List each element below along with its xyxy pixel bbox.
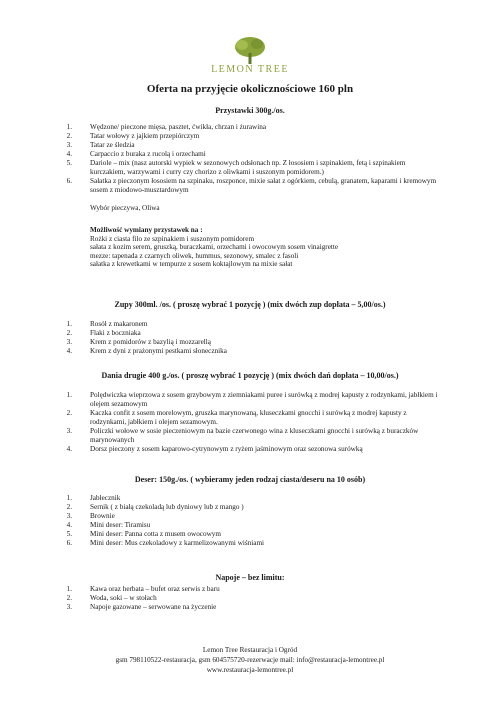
list-item: 4. Carpaccio z buraka z rucolą i orzechami [66, 150, 206, 158]
logo [0, 36, 500, 75]
desserts-heading: Deser: 150g./os. ( wybieramy jeden rodzaj ciasta/deseru na 10 osób) [134, 475, 366, 484]
footer [0, 645, 500, 675]
list-item: 5. Mini deser: Panna cotta z musem owocowym [66, 530, 221, 538]
list-item: 1. Kawa oraz herbata – bufet oraz serwis z baru [66, 585, 220, 593]
list-item: 6. Sałatka z pieczonym łososiem na szpinaku, roszponce, mixie sałat z ogórkiem, cebulą, granatem, kaparami i kremowym sosem z miodowo-musztardowym [66, 177, 437, 194]
swap-heading: Możliwość wymiany przystawek na : [90, 226, 203, 234]
list-item: 4. Dorsz pieczony z sosem kaparowo-cytrynowym z ryżem jaśminowym oraz sezonowa surówką [66, 445, 363, 453]
list-item: 3. Policzki wołowe w sosie pieczeniowym na bazie czerwonego wina z kluseczkami gnocchi i surówką z buraczków marynowanych [66, 427, 419, 444]
desserts-list [60, 494, 440, 548]
mains-heading: Dania drugie 400 g./os. ( proszę wybrać 1 pozycję ) (mix dwóch dań dopłata – 10,00/os.) [101, 371, 399, 380]
list-item: 6. Mini deser: Mus czekoladowy z karmelizowanymi wiśniami [66, 539, 265, 547]
list-item: 1. Rosół z makaronem [66, 320, 148, 328]
list-item: 4. Mini deser: Tiramisu [66, 521, 151, 529]
bread-line: Wybór pieczywa, Oliwa [90, 204, 160, 212]
list-item: 2. Flaki z boczniaka [66, 329, 141, 337]
footer-name: Lemon Tree Restauracja i Ogród [202, 646, 298, 654]
logo-text: LEMON TREE [211, 64, 289, 75]
list-item: 1. Polędwiczka wieprzowa z sosem grzybowym z ziemniakami puree i surówką z modrej kapusty z rodzynkami, jabłkiem i olejem sezamowym [66, 391, 438, 408]
footer-contacts: gsm 798110522-restauracja, gsm 604575720-rezerwacje mail: info@restauracja-lemontree.pl [115, 656, 385, 664]
footer-website: www.restauracja-lemontree.pl [206, 666, 294, 674]
drinks-list [60, 585, 440, 612]
mains-list [60, 391, 440, 454]
swap-section [90, 226, 450, 269]
list-item: 2. Tatar wołowy z jajkiem przepiórczym [66, 132, 200, 140]
page-title: Oferta na przyjęcie okolicznościowe 160 pln [146, 83, 354, 95]
soups-list [60, 320, 440, 356]
soups-heading: Zupy 300ml. /os. ( proszę wybrać 1 pozycję ) (mix dwóch zup dopłata – 5,00/os.) [114, 300, 386, 309]
list-item: 3. Napoje gazowane – serwowane na życzenie [66, 603, 217, 611]
list-item: 5. Dariole – mix (nasz autorski wypiek w sezonowych odsłonach np. Z łososiem i szpinakiem, fetą i szpinakiem kurczakiem, warzywami i curry czy chorizo z oliwkami i suszonym pomidorem.) [66, 159, 406, 176]
list-item: 1. Jabłecznik [66, 494, 121, 502]
list-item: 4. Krem z dyni z prażonymi pestkami słonecznika [66, 347, 227, 355]
list-item: 3. Brownie [66, 512, 115, 520]
list-item: 2. Woda, soki – w stołach [66, 594, 157, 602]
swap-item: sałata z kozim serem, gruszką, buraczkami, orzechami i owocowym sosem vinaigrette [90, 243, 339, 252]
starters-list [60, 123, 440, 195]
starters-heading: Przystawki 300g./os. [215, 106, 285, 115]
list-item: 2. Sernik ( z białą czekoladą lub dyniowy lub z mango ) [66, 503, 244, 511]
list-item: 3. Krem z pomidorów z bazylią i mozzarellą [66, 338, 211, 346]
swap-item: mezze: tapenada z czarnych oliwek, hummus, sezonowy, smalec z fasoli [90, 251, 299, 260]
swap-item: Rożki z ciasta filo ze szpinakiem i suszonym pomidorem [90, 234, 255, 243]
swap-item: sałatka z krewetkami w tempurze z sosem koktajlowym na mixie sałat [90, 260, 293, 269]
list-item: 1. Wędzone/ pieczone mięsa, pasztet, ćwikła, chrzan i żurawina [66, 123, 267, 131]
list-item: 3. Tatar ze śledzia [66, 141, 135, 149]
list-item: 2. Kaczka confit z sosem morelowym, gruszka marynowaną, kluseczkami gnocchi i surówką z modrej kapusty z rodzynkami, jabłkiem i olejem sezamowym. [66, 409, 407, 426]
tree-icon [230, 36, 270, 66]
drinks-heading: Napoje – bez limitu: [215, 573, 285, 582]
